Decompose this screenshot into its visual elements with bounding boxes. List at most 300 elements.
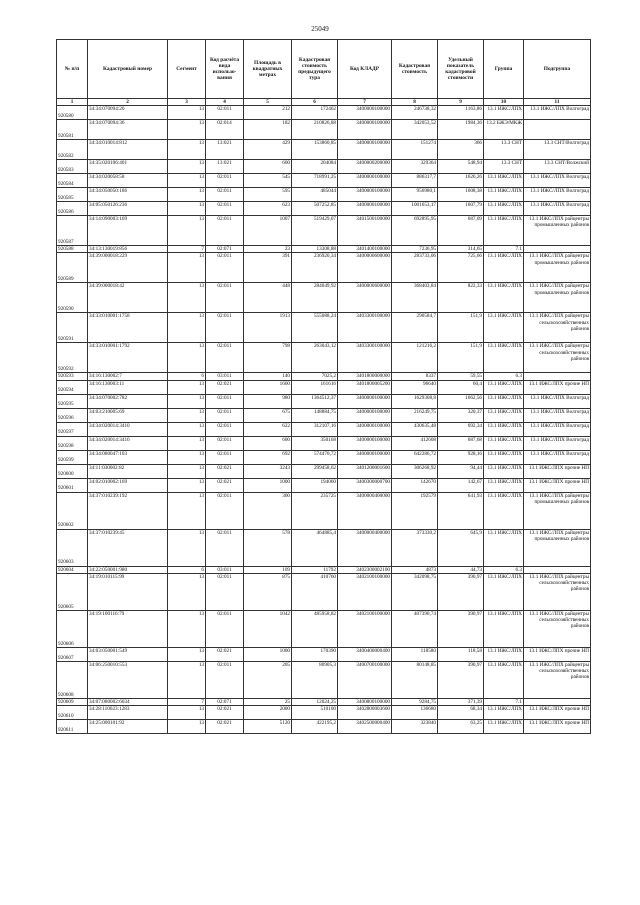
page-number: 25049 xyxy=(311,25,329,33)
cell-previous-cost: 422195,2 xyxy=(292,720,338,734)
cell-usage-code: 02:011 xyxy=(206,492,244,529)
cell-segment: 13 xyxy=(168,720,206,734)
cell-area: 300 xyxy=(244,492,292,529)
cell-specific-cost: 1163,86 xyxy=(438,106,484,120)
cell-subgroup: 13.1 ИЖС/ЛПХ Волгоград xyxy=(524,106,591,120)
cell-kladr-code: 3400000100000 xyxy=(338,436,392,450)
cell-usage-code: 02:011 xyxy=(206,394,244,408)
table-row xyxy=(57,174,591,188)
column-header: Код КЛАДР xyxy=(338,40,392,99)
cell-subgroup xyxy=(524,120,591,140)
column-index: 6 xyxy=(292,99,338,106)
cell-row-number: 920586 xyxy=(57,202,88,216)
cell-segment: 13 xyxy=(168,188,206,202)
cell-previous-cost: 510100 xyxy=(292,706,338,720)
cell-row-number: 920583 xyxy=(57,160,88,174)
cell-subgroup: 13.1 ИЖС/ЛПХ райцентры промышленных районов xyxy=(524,253,591,283)
cell-cadastral-cost: 142670 xyxy=(392,478,438,492)
cell-group: 13.1 ИЖС/ЛПХ xyxy=(484,283,524,313)
cell-kladr-code: 3400000100000 xyxy=(338,422,392,436)
cell-row-number: 920587 xyxy=(57,216,88,246)
table-row xyxy=(57,373,591,380)
cell-specific-cost: 822,33 xyxy=(438,283,484,313)
cell-cadastral-number: 34:25:000101:92 xyxy=(88,720,168,734)
cell-previous-cost: 555088,24 xyxy=(292,313,338,343)
cell-cadastral-number: 34:34:020014:3410 xyxy=(88,422,168,436)
cell-previous-cost: 574470,72 xyxy=(292,450,338,464)
table-row xyxy=(57,610,591,647)
cell-specific-cost: 928,16 xyxy=(438,450,484,464)
cell-cadastral-number: 34:34:050050:186 xyxy=(88,188,168,202)
cell-kladr-code: 3403300100000 xyxy=(338,343,392,373)
cell-row-number: 920607 xyxy=(57,647,88,661)
cell-kladr-code: 3400300000700 xyxy=(338,478,392,492)
cell-area: 545 xyxy=(244,174,292,188)
cell-kladr-code: 3402800003600 xyxy=(338,706,392,720)
cell-segment: 7 xyxy=(168,246,206,253)
cell-subgroup: 13.1 ИЖС/ЛПХ райцентры сельскохозяйственных районов xyxy=(524,661,591,698)
cell-usage-code: 02:011 xyxy=(206,174,244,188)
cell-cadastral-number: 34:34:020058:58 xyxy=(88,174,168,188)
table-row xyxy=(57,478,591,492)
cell-row-number: 920610 xyxy=(57,706,88,720)
cell-cadastral-cost: 96640 xyxy=(392,380,438,394)
table-row xyxy=(57,313,591,343)
cadastral-table xyxy=(56,39,591,734)
cell-group: 13.1 ИЖС/ЛПХ xyxy=(484,202,524,216)
cell-usage-code: 02:021 xyxy=(206,380,244,394)
cell-cadastral-cost: 368403,84 xyxy=(392,283,438,313)
cell-usage-code: 02:011 xyxy=(206,202,244,216)
cell-area: 448 xyxy=(244,283,292,313)
table-body xyxy=(57,106,591,734)
table-row xyxy=(57,450,591,464)
cell-cadastral-number: 34:35:020106:401 xyxy=(88,160,168,174)
column-index: 4 xyxy=(206,99,244,106)
cell-row-number: 920593 xyxy=(57,373,88,380)
cell-row-number: 920592 xyxy=(57,343,88,373)
cell-kladr-code: 3400000400000 xyxy=(338,529,392,566)
table-row xyxy=(57,140,591,160)
cell-kladr-code: 3400000100000 xyxy=(338,450,392,464)
cell-segment: 13 xyxy=(168,478,206,492)
cell-row-number: 920588 xyxy=(57,246,88,253)
cell-cadastral-number: 34:39:000018:229 xyxy=(88,253,168,283)
cell-cadastral-cost: 412608 xyxy=(392,436,438,450)
cell-kladr-code: 3401800000000 xyxy=(338,373,392,380)
table-row xyxy=(57,720,591,734)
column-header: Удельный показатель кадастровой стоимости xyxy=(438,40,484,99)
cell-area: 1600 xyxy=(244,380,292,394)
table-row xyxy=(57,464,591,478)
cell-subgroup: 13.1 ИЖС/ЛПХ прочие НП xyxy=(524,720,591,734)
table-row xyxy=(57,283,591,313)
cell-group: 7.1 xyxy=(484,246,524,253)
cell-segment: 13 xyxy=(168,492,206,529)
cell-kladr-code: 3402100100000 xyxy=(338,573,392,610)
cell-group: 13.1 ИЖС/ЛПХ xyxy=(484,720,524,734)
column-header: Подгруппа xyxy=(524,40,591,99)
cell-specific-cost: 692,34 xyxy=(438,422,484,436)
cell-previous-cost: 161616 xyxy=(292,380,338,394)
column-index: 11 xyxy=(524,99,591,106)
cell-area: 3243 xyxy=(244,464,292,478)
cell-row-number: 920597 xyxy=(57,422,88,436)
column-index: 3 xyxy=(168,99,206,106)
cell-area: 205 xyxy=(244,661,292,698)
cell-cadastral-cost: 80148,85 xyxy=(392,661,438,698)
cell-usage-code: 03:011 xyxy=(206,566,244,573)
cell-specific-cost: 371,39 xyxy=(438,698,484,705)
column-header: Кадастровая стоимость xyxy=(392,40,438,99)
cell-previous-cost: 236920,34 xyxy=(292,253,338,283)
cell-cadastral-number: 34:39:000018:42 xyxy=(88,283,168,313)
cell-kladr-code: 3402100100000 xyxy=(338,610,392,647)
cell-previous-cost: 519429,07 xyxy=(292,216,338,246)
cell-previous-cost: 485958,82 xyxy=(292,610,338,647)
cell-cadastral-number: 34:33:010001:1758 xyxy=(88,313,168,343)
cell-cadastral-number: 34:11:030002:82 xyxy=(88,464,168,478)
column-header: Кадастровый номер xyxy=(88,40,168,99)
table-row xyxy=(57,647,591,661)
cell-area: 182 xyxy=(244,120,292,140)
cell-subgroup: 13.1 ИЖС/ЛПХ прочие НП xyxy=(524,380,591,394)
cell-area: 798 xyxy=(244,343,292,373)
cell-group: 13.1 ИЖС/ЛПХ xyxy=(484,253,524,283)
cell-usage-code: 02:011 xyxy=(206,529,244,566)
cell-row-number: 920596 xyxy=(57,408,88,422)
cell-previous-cost: 1364512,37 xyxy=(292,394,338,408)
cell-cadastral-number: 34:22:050001:980 xyxy=(88,566,168,573)
cell-kladr-code: 3400000400000 xyxy=(338,492,392,529)
cell-subgroup: 13.3 СНТ/Волжский xyxy=(524,160,591,174)
cell-segment: 13 xyxy=(168,661,206,698)
cell-cadastral-number: 34:34:070094:36 xyxy=(88,120,168,140)
cell-cadastral-number: 34:03:210005:69 xyxy=(88,408,168,422)
cell-segment: 6 xyxy=(168,373,206,380)
column-header: Кадастровая стоимость предыдущего тура xyxy=(292,40,338,99)
cell-area: 600 xyxy=(244,436,292,450)
cell-area: 980 xyxy=(244,394,292,408)
cell-cadastral-cost: 136680 xyxy=(392,706,438,720)
cell-segment: 13 xyxy=(168,647,206,661)
header-row xyxy=(57,40,591,99)
cell-group: 13.1 ИЖС/ЛПХ xyxy=(484,661,524,698)
cell-subgroup xyxy=(524,698,591,705)
cell-previous-cost: 7025,2 xyxy=(292,373,338,380)
table-row xyxy=(57,566,591,573)
cell-segment: 7 xyxy=(168,698,206,705)
cell-group: 13.2 БЖЭ/МКЖ xyxy=(484,120,524,140)
cell-usage-code: 13:021 xyxy=(206,140,244,160)
cell-usage-code: 02:011 xyxy=(206,216,244,246)
cell-kladr-code: 3402300002100 xyxy=(338,566,392,573)
cell-area: 1007 xyxy=(244,216,292,246)
cell-row-number: 920589 xyxy=(57,253,88,283)
cell-kladr-code: 3400000100000 xyxy=(338,174,392,188)
cell-row-number: 920580 xyxy=(57,106,88,120)
cell-previous-cost: 194060 xyxy=(292,478,338,492)
cell-specific-cost: 645,9 xyxy=(438,529,484,566)
cell-cadastral-cost: 956980,1 xyxy=(392,188,438,202)
cell-cadastral-number: 34:34:070002:782 xyxy=(88,394,168,408)
cell-cadastral-cost: 283733,06 xyxy=(392,253,438,283)
cell-usage-code: 02:071 xyxy=(206,698,244,705)
cell-cadastral-number: 34:19:100116:79 xyxy=(88,610,168,647)
cell-area: 623 xyxy=(244,202,292,216)
cell-cadastral-number: 34:06:250010:553 xyxy=(88,661,168,698)
table-row xyxy=(57,394,591,408)
cell-row-number: 920602 xyxy=(57,492,88,529)
cell-group: 13.1 ИЖС/ЛПХ xyxy=(484,313,524,343)
cell-kladr-code: 3400000100000 xyxy=(338,408,392,422)
table-row xyxy=(57,529,591,566)
cell-specific-cost: 366 xyxy=(438,140,484,160)
cell-area: 23 xyxy=(244,246,292,253)
cell-row-number: 920601 xyxy=(57,478,88,492)
cell-cadastral-number: 34:16:130003:11 xyxy=(88,380,168,394)
column-index: 2 xyxy=(88,99,168,106)
cell-cadastral-number: 34:16:130002:7 xyxy=(88,373,168,380)
cell-cadastral-number: 34:37:010239:45 xyxy=(88,529,168,566)
cell-cadastral-number: 34:14:090003:169 xyxy=(88,216,168,246)
cell-previous-cost: 80905,3 xyxy=(292,661,338,698)
cell-kladr-code: 3400800100000 xyxy=(338,698,392,705)
table-row xyxy=(57,408,591,422)
cell-group: 13.1 ИЖС/ЛПХ xyxy=(484,188,524,202)
cell-specific-cost: 118,58 xyxy=(438,647,484,661)
cell-row-number: 920608 xyxy=(57,661,88,698)
cell-specific-cost: 63,25 xyxy=(438,720,484,734)
table-row xyxy=(57,343,591,373)
cell-subgroup: 13.1 ИЖС/ЛПХ Волгоград xyxy=(524,202,591,216)
cell-area: 1913 xyxy=(244,313,292,343)
cell-previous-cost: 507252,85 xyxy=(292,202,338,216)
cell-segment: 13 xyxy=(168,610,206,647)
cell-usage-code: 02:011 xyxy=(206,450,244,464)
cell-subgroup: 13.1 ИЖС/ЛПХ прочие НП xyxy=(524,478,591,492)
cell-subgroup xyxy=(524,566,591,573)
cell-segment: 13 xyxy=(168,706,206,720)
cell-usage-code: 02:014 xyxy=(206,120,244,140)
cell-cadastral-cost: 4873 xyxy=(392,566,438,573)
cell-group: 13.1 ИЖС/ЛПХ xyxy=(484,216,524,246)
cell-group: 6.3 xyxy=(484,566,524,573)
cell-cadastral-cost: 8337 xyxy=(392,373,438,380)
cell-cadastral-cost: 329364 xyxy=(392,160,438,174)
cell-segment: 13 xyxy=(168,529,206,566)
cell-previous-cost: 13308,88 xyxy=(292,246,338,253)
cell-segment: 13 xyxy=(168,573,206,610)
cell-area: 1042 xyxy=(244,610,292,647)
cell-group: 13.1 ИЖС/ЛПХ xyxy=(484,408,524,422)
cell-cadastral-number: 34:28:110023:1283 xyxy=(88,706,168,720)
cell-row-number: 920609 xyxy=(57,698,88,705)
cell-cadastral-number: 34:13:130019:856 xyxy=(88,246,168,253)
cell-subgroup: 13.1 ИЖС/ЛПХ райцентры сельскохозяйственных районов xyxy=(524,343,591,373)
table-row xyxy=(57,492,591,529)
cell-previous-cost: 210826,88 xyxy=(292,120,338,140)
table-row xyxy=(57,253,591,283)
cell-kladr-code: 3403300100000 xyxy=(338,313,392,343)
cell-specific-cost: 641,93 xyxy=(438,492,484,529)
cell-cadastral-number: 34:34:080047:103 xyxy=(88,450,168,464)
table-row xyxy=(57,188,591,202)
cell-cadastral-cost: 118580 xyxy=(392,647,438,661)
cell-segment: 13 xyxy=(168,436,206,450)
cell-group: 13.1 ИЖС/ЛПХ xyxy=(484,174,524,188)
cell-usage-code: 02:011 xyxy=(206,573,244,610)
cell-subgroup: 13.1 ИЖС/ЛПХ Волгоград xyxy=(524,394,591,408)
cell-kladr-code: 3401800005200 xyxy=(338,380,392,394)
column-header: Код расчёта вида использо-вания xyxy=(206,40,244,99)
cell-previous-cost: 204084 xyxy=(292,160,338,174)
cell-segment: 13 xyxy=(168,202,206,216)
column-index: 7 xyxy=(338,99,392,106)
cell-segment: 13 xyxy=(168,106,206,120)
table-row xyxy=(57,573,591,610)
cell-row-number: 920600 xyxy=(57,464,88,478)
cell-specific-cost: 94,44 xyxy=(438,464,484,478)
cell-specific-cost: 390,97 xyxy=(438,573,484,610)
cell-previous-cost: 485044 xyxy=(292,188,338,202)
cell-area: 622 xyxy=(244,422,292,436)
cell-group: 13.1 ИЖС/ЛПХ xyxy=(484,436,524,450)
cell-area: 25 xyxy=(244,698,292,705)
cell-area: 1000 xyxy=(244,478,292,492)
cell-group: 7.1 xyxy=(484,698,524,705)
cell-specific-cost: 142,67 xyxy=(438,478,484,492)
table-row xyxy=(57,698,591,705)
cell-row-number: 920605 xyxy=(57,573,88,610)
cell-previous-cost: 350168 xyxy=(292,436,338,450)
cell-subgroup xyxy=(524,373,591,380)
cell-segment: 13 xyxy=(168,283,206,313)
cell-kladr-code: 3400000600000 xyxy=(338,283,392,313)
cell-previous-cost: 718991,25 xyxy=(292,174,338,188)
cell-group: 13.1 ИЖС/ЛПХ xyxy=(484,106,524,120)
cell-usage-code: 02:021 xyxy=(206,706,244,720)
cell-group: 13.1 ИЖС/ЛПХ xyxy=(484,478,524,492)
cell-subgroup: 13.1 ИЖС/ЛПХ Волгоград xyxy=(524,450,591,464)
table-row xyxy=(57,202,591,216)
cell-cadastral-number: 34:33:010001:1792 xyxy=(88,343,168,373)
cell-subgroup: 13.1 ИЖС/ЛПХ райцентры промышленных районов xyxy=(524,216,591,246)
cell-usage-code: 02:011 xyxy=(206,422,244,436)
cell-specific-cost: 60,4 xyxy=(438,380,484,394)
table-row xyxy=(57,422,591,436)
cell-group: 13.1 ИЖС/ЛПХ xyxy=(484,647,524,661)
table-row xyxy=(57,160,591,174)
cell-specific-cost: 68,34 xyxy=(438,706,484,720)
cell-subgroup: 13.1 ИЖС/ЛПХ райцентры промышленных районов xyxy=(524,492,591,529)
table-row xyxy=(57,246,591,253)
cell-kladr-code: 3401200001600 xyxy=(338,464,392,478)
cell-subgroup: 13.1 ИЖС/ЛПХ райцентры промышленных районов xyxy=(524,529,591,566)
cell-subgroup: 13.1 ИЖС/ЛПХ Волгоград xyxy=(524,422,591,436)
cell-subgroup: 13.1 ИЖС/ЛПХ Волгоград xyxy=(524,188,591,202)
cell-cadastral-number: 34:19:010115:99 xyxy=(88,573,168,610)
cell-cadastral-number: 34:05:050126:236 xyxy=(88,202,168,216)
cell-usage-code: 02:011 xyxy=(206,436,244,450)
cell-group: 13.1 ИЖС/ЛПХ xyxy=(484,529,524,566)
cell-segment: 6 xyxy=(168,566,206,573)
cell-previous-cost: 299458,62 xyxy=(292,464,338,478)
column-header: № п/п xyxy=(57,40,88,99)
cell-group: 13.1 ИЖС/ЛПХ xyxy=(484,464,524,478)
cell-cadastral-number: 34:02:010002:169 xyxy=(88,478,168,492)
cell-specific-cost: 151,9 xyxy=(438,313,484,343)
cell-previous-cost: 148884,75 xyxy=(292,408,338,422)
cell-group: 13.1 ИЖС/ЛПХ xyxy=(484,380,524,394)
cell-subgroup: 13.1 ИЖС/ЛПХ райцентры промышленных районов xyxy=(524,283,591,313)
cell-previous-cost: 235725 xyxy=(292,492,338,529)
column-header: Группа xyxy=(484,40,524,99)
cell-subgroup: 13.1 ИЖС/ЛПХ райцентры сельскохозяйственных районов xyxy=(524,573,591,610)
cell-row-number: 920595 xyxy=(57,394,88,408)
cell-specific-cost: 44,73 xyxy=(438,566,484,573)
table-row xyxy=(57,706,591,720)
cell-segment: 13 xyxy=(168,313,206,343)
cell-subgroup: 13.1 ИЖС/ЛПХ прочие НП xyxy=(524,706,591,720)
cell-cadastral-number: 34:07:080002:6034 xyxy=(88,698,168,705)
cell-cadastral-cost: 290584,7 xyxy=(392,313,438,343)
cell-previous-cost: 153860,85 xyxy=(292,140,338,160)
cell-specific-cost: 687,09 xyxy=(438,216,484,246)
cell-previous-cost: 12024,25 xyxy=(292,698,338,705)
cell-row-number: 920581 xyxy=(57,120,88,140)
cell-segment: 13 xyxy=(168,160,206,174)
cell-subgroup: 13.1 ИЖС/ЛПХ прочие НП xyxy=(524,464,591,478)
cell-previous-cost: 172462 xyxy=(292,106,338,120)
cell-subgroup xyxy=(524,246,591,253)
cell-cadastral-cost: 373330,2 xyxy=(392,529,438,566)
cell-cadastral-cost: 121216,2 xyxy=(392,343,438,373)
cell-specific-cost: 390,97 xyxy=(438,661,484,698)
cell-cadastral-cost: 407390,74 xyxy=(392,610,438,647)
cell-specific-cost: 725,66 xyxy=(438,253,484,283)
cell-specific-cost: 59,55 xyxy=(438,373,484,380)
cell-area: 391 xyxy=(244,253,292,283)
cell-segment: 13 xyxy=(168,464,206,478)
cell-area: 692 xyxy=(244,450,292,464)
cell-specific-cost: 1984,36 xyxy=(438,120,484,140)
cell-row-number: 920594 xyxy=(57,380,88,394)
cell-specific-cost: 320,37 xyxy=(438,408,484,422)
cell-kladr-code: 3400000100000 xyxy=(338,202,392,216)
cell-area: 578 xyxy=(244,529,292,566)
cell-previous-cost: 410760 xyxy=(292,573,338,610)
table-row xyxy=(57,436,591,450)
cell-subgroup: 13.1 ИЖС/ЛПХ райцентры сельскохозяйственных районов xyxy=(524,610,591,647)
cell-cadastral-cost: 430635,48 xyxy=(392,422,438,436)
cell-kladr-code: 3400700100000 xyxy=(338,661,392,698)
cell-segment: 13 xyxy=(168,422,206,436)
cell-kladr-code: 3401400100000 xyxy=(338,246,392,253)
cell-subgroup: 13.1 ИЖС/ЛПХ Волгоград xyxy=(524,174,591,188)
column-index: 5 xyxy=(244,99,292,106)
cell-cadastral-number: 34:34:070094:20 xyxy=(88,106,168,120)
cell-kladr-code: 3400000100000 xyxy=(338,120,392,140)
cell-area: 2000 xyxy=(244,706,292,720)
cell-cadastral-cost: 151274 xyxy=(392,140,438,160)
cell-usage-code: 02:011 xyxy=(206,343,244,373)
cell-previous-cost: 312107,16 xyxy=(292,422,338,436)
cell-group: 13.1 ИЖС/ЛПХ xyxy=(484,343,524,373)
cell-cadastral-cost: 886317,7 xyxy=(392,174,438,188)
cell-previous-cost: 170390 xyxy=(292,647,338,661)
cell-kladr-code: 3400000200000 xyxy=(338,160,392,174)
